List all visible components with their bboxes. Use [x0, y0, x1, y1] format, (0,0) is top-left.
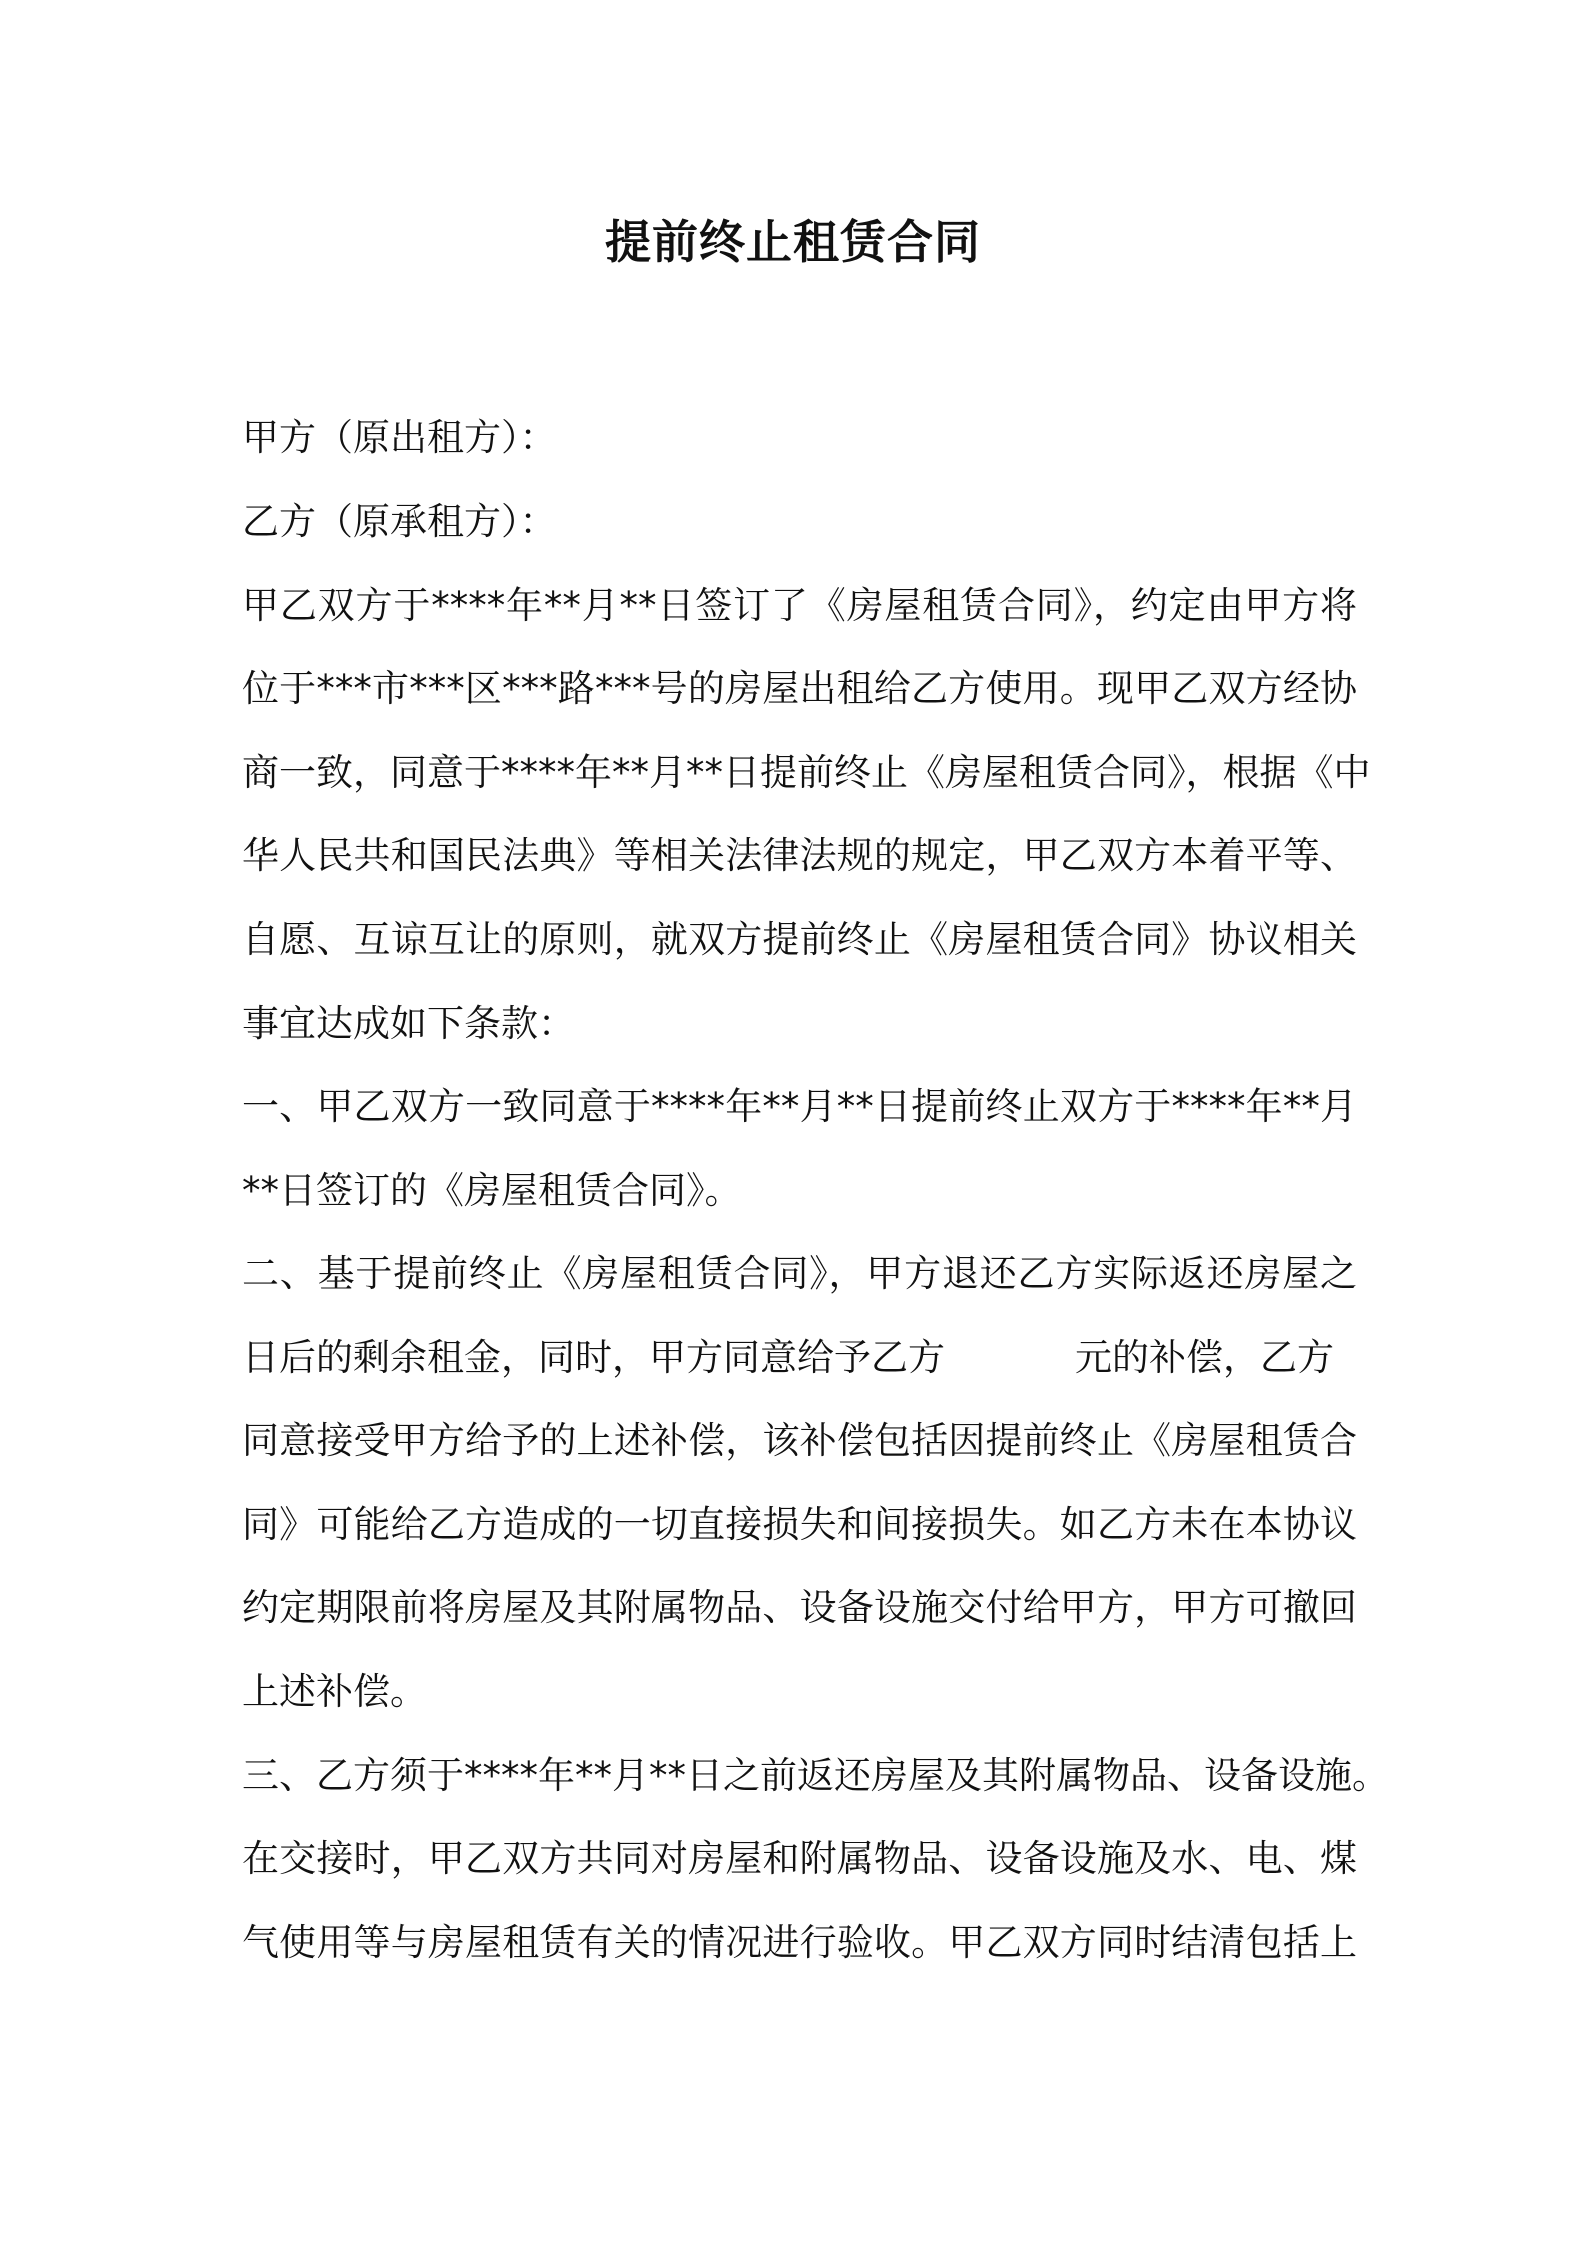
party-a-label: 甲方（原出租方）： — [242, 416, 557, 459]
clause-2-line-4: 同》可能给乙方造成的一切直接损失和间接损失。如乙方未在本协议 — [242, 1503, 1357, 1546]
clause-2-line-2 — [242, 1330, 1357, 1386]
clause-2-text-before-blank: 日后的剩余租金，同时，甲方同意给予乙方 — [242, 1336, 945, 1379]
clause-3-line-1: 三、乙方须于****年**月**日之前返还房屋及其附属物品、设备设施。 — [242, 1754, 1389, 1797]
preamble-line-1: 甲乙双方于****年**月**日签订了《房屋租赁合同》，约定由甲方将 — [242, 584, 1357, 627]
preamble-line-4: 华人民共和国民法典》等相关法律法规的规定，甲乙双方本着平等、 — [242, 834, 1357, 877]
clause-2-text-after-blank: 元的补偿，乙方 — [1075, 1336, 1334, 1379]
preamble-line-5: 自愿、互谅互让的原则，就双方提前终止《房屋租赁合同》协议相关 — [242, 918, 1357, 961]
document-title: 提前终止租赁合同 — [605, 215, 981, 269]
clause-1-line-2: **日签订的《房屋租赁合同》。 — [242, 1169, 742, 1212]
preamble-line-2: 位于***市***区***路***号的房屋出租给乙方使用。现甲乙双方经协 — [242, 667, 1357, 710]
clause-3-line-2: 在交接时，甲乙双方共同对房屋和附属物品、设备设施及水、电、煤 — [242, 1837, 1357, 1880]
clause-2-line-5: 约定期限前将房屋及其附属物品、设备设施交付给甲方，甲方可撤回 — [242, 1586, 1357, 1629]
clause-1-line-1: 一、甲乙双方一致同意于****年**月**日提前终止双方于****年**月 — [242, 1085, 1357, 1128]
preamble-line-3: 商一致，同意于****年**月**日提前终止《房屋租赁合同》，根据《中 — [242, 751, 1371, 794]
preamble-line-6: 事宜达成如下条款： — [242, 1002, 575, 1045]
clause-2-line-3: 同意接受甲方给予的上述补偿，该补偿包括因提前终止《房屋租赁合 — [242, 1419, 1357, 1462]
party-b-label: 乙方（原承租方）： — [242, 500, 557, 543]
clause-3-line-3: 气使用等与房屋租赁有关的情况进行验收。甲乙双方同时结清包括上 — [242, 1921, 1357, 1964]
clause-2-line-6: 上述补偿。 — [242, 1670, 427, 1713]
clause-2-line-1: 二、基于提前终止《房屋租赁合同》，甲方退还乙方实际返还房屋之 — [242, 1252, 1357, 1295]
